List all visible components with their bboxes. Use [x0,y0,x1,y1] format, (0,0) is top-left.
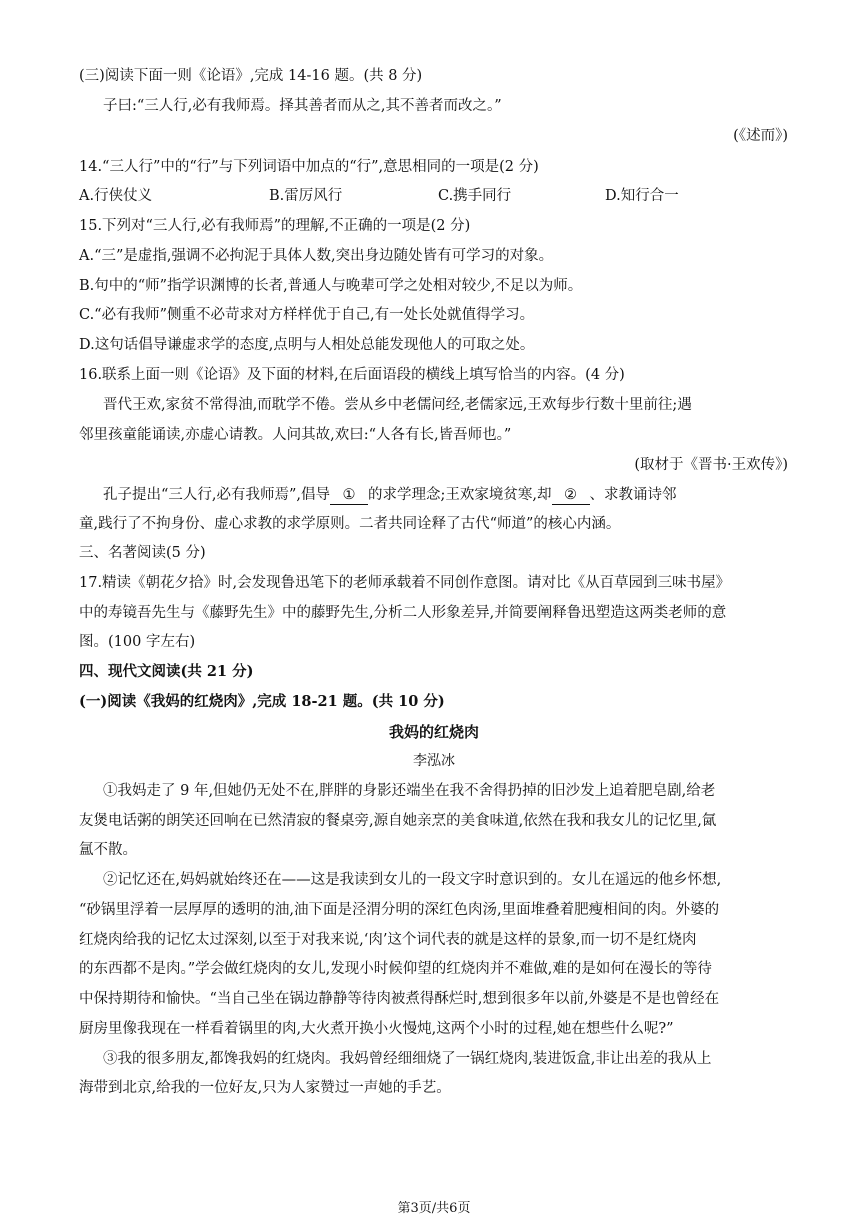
q15-stem: 15.下列对“三人行,必有我师焉”的理解,不正确的一项是(2 分) [79,218,471,234]
page-number: 第3页/共6页 [397,1201,471,1216]
q14-stem: 14.“三人行”中的“行”与下列词语中加点的“行”,意思相同的一项是(2 分) [79,159,539,175]
article-p2-line6: 厨房里像我现在一样看着锅里的肉,大火煮开换小火慢炖,这两个小时的过程,她在想些什么呢?” [79,1021,674,1037]
q15-option-c: C.“必有我师”侧重不必苛求对方样样优于自己,有一处长处就值得学习。 [79,307,535,323]
q16-material-line2: 邻里孩童能诵读,亦虚心请教。人问其故,欢曰:“人各有长,皆吾师也。” [79,427,512,443]
q17-line3: 图。(100 字左右) [79,634,196,650]
article-author: 李泓冰 [413,753,455,769]
q14-option-b: B.雷厉风行 [269,188,343,204]
q14-option-c: C.携手同行 [438,188,512,204]
q16-paragraph-line1 [103,485,815,505]
q17-line1: 17.精读《朝花夕拾》时,会发现鲁迅笔下的老师承载着不同创作意图。请对比《从百草园到三味书屋》 [79,575,731,591]
quote-source: (《述而》) [733,128,788,144]
q16-para-part1: 孔子提出“三人行,必有我师焉”,倡导 [103,487,331,503]
q15-option-b: B.句中的“师”指学识渊博的长者,普通人与晚辈可学之处相对较少,不足以为师。 [79,278,583,294]
q17-line2: 中的寿镜吾先生与《藤野先生》中的藤野先生,分析二人形象差异,并简要阐释鲁迅塑造这两类老师的意 [79,605,727,621]
article-title: 我妈的红烧肉 [388,723,479,741]
article-p3-line1: ③我的很多朋友,都馋我妈的红烧肉。我妈曾经细细烧了一锅红烧肉,装进饭盒,非让出差的我从上 [103,1051,712,1067]
section3-header: (三)阅读下面一则《论语》,完成 14-16 题。(共 8 分) [79,68,423,84]
mingzhu-header: 三、名著阅读(5 分) [79,545,206,561]
answer-blank-1[interactable]: ① [330,486,368,505]
q16-material-line1: 晋代王欢,家贫不常得油,而耽学不倦。尝从乡中老儒问经,老儒家远,王欢每步行数十里前往;遇 [103,397,692,413]
q14-option-a: A.行侠仗义 [79,188,153,204]
article-p3-line2: 海带到北京,给我的一位好友,只为人家赞过一声她的手艺。 [79,1080,451,1096]
q14-option-d: D.知行合一 [605,188,679,204]
q16-para-part2: 的求学理念;王欢家境贫寒,却 [368,487,552,503]
q16-paragraph-line2: 童,践行了不拘身份、虚心求教的求学原则。二者共同诠释了古代“师道”的核心内涵。 [79,516,621,532]
article-p2-line3: 红烧肉给我的记忆太过深刻,以至于对我来说,‘肉’这个词代表的就是这样的景象,而一切不是红烧肉 [79,932,697,948]
article-p1-line1: ①我妈走了 9 年,但她仍无处不在,胖胖的身影还端坐在我不舍得扔掉的旧沙发上追着肥皂剧,给老 [103,783,716,799]
q15-option-a: A.“三”是虚指,强调不必拘泥于具体人数,突出身边随处皆有可学习的对象。 [79,248,554,264]
section4-subheader: (一)阅读《我妈的红烧肉》,完成 18-21 题。(共 10 分) [79,693,445,710]
q16-material-source: (取材于《晋书·王欢传》) [634,457,788,473]
article-p2-line2: “砂锅里浮着一层厚厚的透明的油,油下面是泾渭分明的深红色肉汤,里面堆叠着肥瘦相间的肉。外婆的 [79,902,720,918]
section4-header: 四、现代文阅读(共 21 分) [79,663,254,680]
answer-blank-2[interactable]: ② [552,486,590,505]
q15-option-d: D.这句话倡导谦虚求学的态度,点明与人相处总能发现他人的可取之处。 [79,337,535,353]
article-p1-line2: 友煲电话粥的朗笑还回响在已然清寂的餐桌旁,源自她亲烹的美食味道,依然在我和我女儿的记忆里,氤 [79,813,717,829]
q14-options [79,186,791,206]
article-p2-line4: 的东西都不是肉。”学会做红烧肉的女儿,发现小时候仰望的红烧肉并不难做,难的是如何在漫长的等待 [79,961,712,977]
q16-stem: 16.联系上面一则《论语》及下面的材料,在后面语段的横线上填写恰当的内容。(4 分) [79,367,625,383]
article-p2-line5: 中保持期待和愉快。“当自己坐在锅边静静等待肉被煮得酥烂时,想到很多年以前,外婆是不是也曾经在 [79,991,720,1007]
article-p2-line1: ②记忆还在,妈妈就始终还在——这是我读到女儿的一段文字时意识到的。女儿在遥远的他乡怀想, [103,872,722,888]
article-p1-line3: 氲不散。 [79,842,137,858]
analects-quote: 子曰:“三人行,必有我师焉。择其善者而从之,其不善者而改之。” [103,98,502,114]
q16-para-part3: 、求教诵诗邻 [589,487,677,503]
